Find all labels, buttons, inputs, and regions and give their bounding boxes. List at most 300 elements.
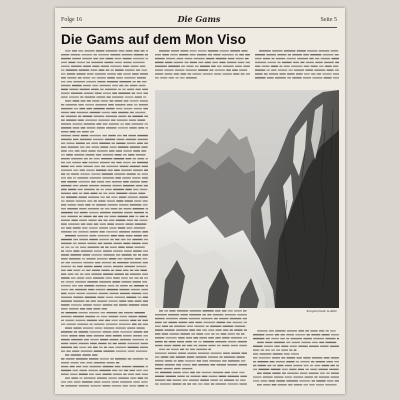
text-word [331, 373, 339, 374]
text-word [198, 383, 203, 384]
text-word [190, 310, 202, 311]
text-column-right-top [255, 48, 339, 82]
text-word [269, 330, 274, 331]
text-word [219, 356, 222, 357]
text-word [197, 54, 207, 55]
text-word [305, 330, 309, 331]
text-word [178, 322, 187, 323]
text-word [239, 364, 247, 365]
text-word [228, 58, 235, 59]
text-word [331, 334, 339, 335]
text-word [335, 62, 339, 63]
text-word [223, 329, 228, 330]
text-word [216, 58, 227, 59]
text-word [276, 349, 280, 350]
text-word [284, 353, 290, 354]
text-word [330, 330, 336, 331]
text-word [335, 54, 339, 55]
text-word [215, 341, 226, 342]
text-word [174, 368, 181, 369]
text-word [173, 345, 181, 346]
text-word [326, 373, 330, 374]
text-word [164, 368, 173, 369]
text-column-right-bottom [253, 328, 339, 388]
text-word [228, 310, 233, 311]
text-word [206, 326, 209, 327]
text-word [155, 69, 163, 70]
text-word [155, 337, 164, 338]
text-word [253, 349, 259, 350]
text-word [255, 54, 265, 55]
text-word [324, 357, 330, 358]
text-word [292, 54, 302, 55]
text-word [177, 58, 184, 59]
text-word [332, 58, 339, 59]
text-word [275, 334, 279, 335]
text-word [226, 69, 231, 70]
text-word [263, 376, 273, 377]
text-word [186, 337, 192, 338]
text-word [274, 346, 279, 347]
text-word [155, 314, 167, 315]
text-word [183, 383, 186, 384]
text-word [329, 369, 338, 370]
text-word [204, 333, 210, 334]
text-word [228, 341, 237, 342]
text-word [198, 353, 209, 354]
text-word [236, 333, 240, 334]
text-word [182, 345, 186, 346]
text-word [208, 50, 219, 51]
text-word [208, 337, 214, 338]
text-word [213, 314, 224, 315]
text-word [294, 349, 297, 350]
text-word [228, 360, 240, 361]
text-word [241, 50, 247, 51]
text-word [213, 372, 224, 373]
text-word [270, 361, 275, 362]
text-word [174, 73, 180, 74]
text-word [190, 349, 195, 350]
text-word [178, 353, 186, 354]
text-word [253, 357, 257, 358]
text-word [287, 73, 295, 74]
page-header [61, 14, 337, 26]
text-word [246, 73, 250, 74]
text-word [255, 73, 263, 74]
text-word [311, 73, 315, 74]
text-word [291, 353, 299, 354]
text-word [276, 58, 286, 59]
text-word [162, 54, 169, 55]
text-word [331, 376, 339, 377]
text-word [232, 69, 238, 70]
text-word [327, 69, 334, 70]
text-word [316, 380, 325, 381]
text-word [203, 73, 213, 74]
text-word [186, 376, 189, 377]
text-word [300, 361, 309, 362]
text-word [186, 66, 193, 67]
text-word [182, 372, 189, 373]
text-word [165, 364, 175, 365]
text-word [245, 54, 250, 55]
text-word [258, 365, 266, 366]
text-word [220, 50, 229, 51]
text-word [286, 334, 294, 335]
text-word [262, 66, 270, 67]
text-word [175, 69, 184, 70]
text-word [227, 62, 237, 63]
text-word [234, 329, 242, 330]
text-word [198, 364, 209, 365]
text-word [335, 69, 339, 70]
text-word [326, 330, 329, 331]
text-word [255, 58, 262, 59]
text-word [331, 50, 338, 51]
text-word [239, 383, 247, 384]
text-word [155, 372, 159, 373]
text-word [185, 349, 188, 350]
text-word [266, 334, 274, 335]
text-word [330, 346, 339, 347]
text-word [266, 338, 270, 339]
text-word [326, 361, 332, 362]
text-word [230, 50, 240, 51]
text-word [208, 349, 210, 350]
text-word [253, 334, 264, 335]
text-word [216, 329, 222, 330]
text-word [192, 73, 201, 74]
text-word [307, 50, 317, 51]
text-word [241, 333, 244, 334]
text-word [213, 54, 220, 55]
text-word [188, 73, 192, 74]
text-word [285, 376, 292, 377]
text-word [202, 329, 207, 330]
text-word [221, 333, 227, 334]
newspaper-page [55, 8, 345, 394]
text-word [300, 373, 307, 374]
text-word [314, 69, 325, 70]
text-word [237, 314, 247, 315]
text-word [273, 365, 276, 366]
text-word [331, 357, 339, 358]
text-word [203, 341, 214, 342]
text-word [194, 345, 197, 346]
text-word [325, 66, 332, 67]
text-word [202, 376, 208, 377]
text-word [208, 356, 218, 357]
text-word [185, 360, 196, 361]
text-word [224, 380, 234, 381]
text-word [287, 58, 296, 59]
text-word [179, 318, 187, 319]
text-word [187, 326, 193, 327]
text-word [326, 342, 337, 343]
text-word [261, 349, 265, 350]
text-word [267, 62, 276, 63]
text-word [279, 66, 282, 67]
text-word [241, 73, 245, 74]
text-word [223, 326, 234, 327]
text-word [190, 50, 197, 51]
text-word [319, 66, 323, 67]
text-word [337, 338, 339, 339]
text-word [245, 58, 249, 59]
text-word [155, 383, 159, 384]
text-word [303, 338, 312, 339]
text-word [303, 54, 309, 55]
text-word [187, 345, 192, 346]
text-word [292, 77, 301, 78]
text-word [215, 69, 225, 70]
text-word [233, 73, 239, 74]
article-headline: Die Gams auf dem Mon Viso [61, 32, 247, 47]
text-word [192, 364, 197, 365]
text-word [208, 345, 215, 346]
text-word [216, 333, 220, 334]
text-word [333, 73, 339, 74]
text-word [253, 376, 261, 377]
text-word [305, 369, 309, 370]
text-word [277, 54, 286, 55]
text-word [287, 77, 291, 78]
text-word [276, 361, 285, 362]
text-word [180, 333, 190, 334]
text-word [309, 373, 319, 374]
text-word [289, 349, 292, 350]
text-word [253, 338, 264, 339]
text-word [272, 373, 280, 374]
text-word [187, 383, 191, 384]
text-word [155, 353, 167, 354]
text-word [217, 66, 222, 67]
text-word [155, 356, 159, 357]
text-word [311, 334, 320, 335]
text-word [169, 333, 179, 334]
text-word [206, 58, 214, 59]
text-word [155, 318, 165, 319]
text-word [319, 330, 324, 331]
text-word [176, 356, 186, 357]
text-word [175, 77, 178, 78]
text-word [286, 338, 289, 339]
text-word [214, 318, 218, 319]
text-word [195, 66, 199, 67]
text-word [211, 66, 216, 67]
text-word [296, 73, 303, 74]
text-word [169, 341, 176, 342]
text-word [278, 384, 287, 385]
text-lines-right-bottom [253, 328, 339, 388]
text-word [257, 342, 264, 343]
text-word [155, 329, 163, 330]
text-word [196, 329, 201, 330]
text-word [180, 349, 184, 350]
text-word [189, 322, 194, 323]
text-word [275, 77, 286, 78]
text-word [263, 58, 270, 59]
text-word [310, 330, 317, 331]
text-word [267, 69, 270, 70]
text-word [296, 357, 301, 358]
text-word [319, 50, 330, 51]
text-word [198, 345, 207, 346]
text-word [281, 346, 288, 347]
text-word [155, 360, 164, 361]
text-word [293, 376, 303, 377]
text-word [210, 364, 215, 365]
text-word [159, 50, 170, 51]
text-word [225, 372, 230, 373]
text-word [222, 345, 230, 346]
text-word [160, 372, 172, 373]
text-word [189, 329, 195, 330]
text-word [244, 322, 247, 323]
text-word [274, 376, 283, 377]
text-word [235, 66, 242, 67]
text-word [276, 380, 285, 381]
text-word [211, 353, 222, 354]
text-word [167, 380, 172, 381]
text-word [159, 349, 165, 350]
text-word [275, 330, 285, 331]
text-word [164, 310, 168, 311]
text-word [177, 341, 184, 342]
text-word [293, 62, 299, 63]
text-word [304, 73, 310, 74]
text-word [309, 384, 315, 385]
text-word [310, 365, 313, 366]
text-word [155, 380, 165, 381]
text-word [264, 73, 268, 74]
text-word [155, 58, 165, 59]
text-word [280, 338, 285, 339]
text-word [294, 69, 304, 70]
text-word [196, 349, 207, 350]
text-word [177, 310, 188, 311]
text-word [196, 356, 207, 357]
text-word [274, 342, 285, 343]
text-word [297, 58, 308, 59]
text-word [244, 329, 247, 330]
text-word [289, 369, 296, 370]
text-word [212, 62, 218, 63]
text-word [200, 380, 209, 381]
text-word [182, 364, 190, 365]
text-word [255, 62, 266, 63]
text-word [325, 384, 336, 385]
text-word [277, 62, 280, 63]
text-word [282, 373, 286, 374]
text-word [198, 341, 201, 342]
text-word [198, 50, 207, 51]
text-word [227, 322, 232, 323]
text-word [285, 365, 292, 366]
text-word [269, 73, 278, 74]
text-word [201, 318, 212, 319]
text-word [240, 376, 247, 377]
text-word [333, 66, 338, 67]
text-word [239, 69, 247, 70]
text-word [165, 62, 173, 63]
text-word [159, 310, 163, 311]
text-word [272, 384, 277, 385]
text-word [306, 62, 314, 63]
text-word [208, 54, 212, 55]
text-column-left [61, 48, 148, 390]
text-word [288, 384, 292, 385]
text-lines-middle-bottom [155, 308, 247, 388]
text-word [155, 54, 161, 55]
text-word [257, 384, 262, 385]
text-word [228, 333, 235, 334]
text-word [224, 356, 235, 357]
text-word [208, 329, 214, 330]
text-word [191, 333, 195, 334]
text-word [193, 341, 197, 342]
text-word [236, 58, 244, 59]
text-word [164, 69, 173, 70]
text-word [200, 66, 210, 67]
text-word [239, 372, 244, 373]
text-word [182, 380, 187, 381]
text-word [170, 54, 178, 55]
text-word [319, 376, 330, 377]
text-word [266, 54, 276, 55]
text-word [155, 341, 163, 342]
text-word [181, 314, 188, 315]
text-word [155, 333, 160, 334]
text-word [191, 376, 201, 377]
text-word [196, 372, 200, 373]
text-word [166, 349, 169, 350]
text-word [291, 66, 302, 67]
text-word [222, 310, 227, 311]
text-word [305, 376, 314, 377]
text-word [181, 73, 187, 74]
text-word [331, 365, 335, 366]
text-word [307, 334, 310, 335]
article-body-text [61, 48, 148, 390]
text-word [322, 334, 330, 335]
text-word [222, 360, 227, 361]
text-word [320, 346, 328, 347]
text-word [263, 384, 270, 385]
mountain-photograph [155, 90, 339, 308]
text-word [312, 342, 318, 343]
text-word [165, 360, 172, 361]
text-word [253, 365, 256, 366]
text-word [304, 365, 309, 366]
text-word [180, 50, 188, 51]
text-word [320, 373, 325, 374]
text-word [217, 345, 221, 346]
text-word [239, 54, 244, 55]
text-word [166, 337, 177, 338]
text-word [168, 314, 179, 315]
text-word [189, 380, 199, 381]
text-word [253, 380, 259, 381]
text-word [336, 365, 339, 366]
text-word [324, 77, 332, 78]
text-word [219, 376, 226, 377]
issue-number: Folge 16 [61, 17, 83, 23]
text-word [197, 360, 201, 361]
text-word [235, 380, 238, 381]
text-word [195, 322, 202, 323]
